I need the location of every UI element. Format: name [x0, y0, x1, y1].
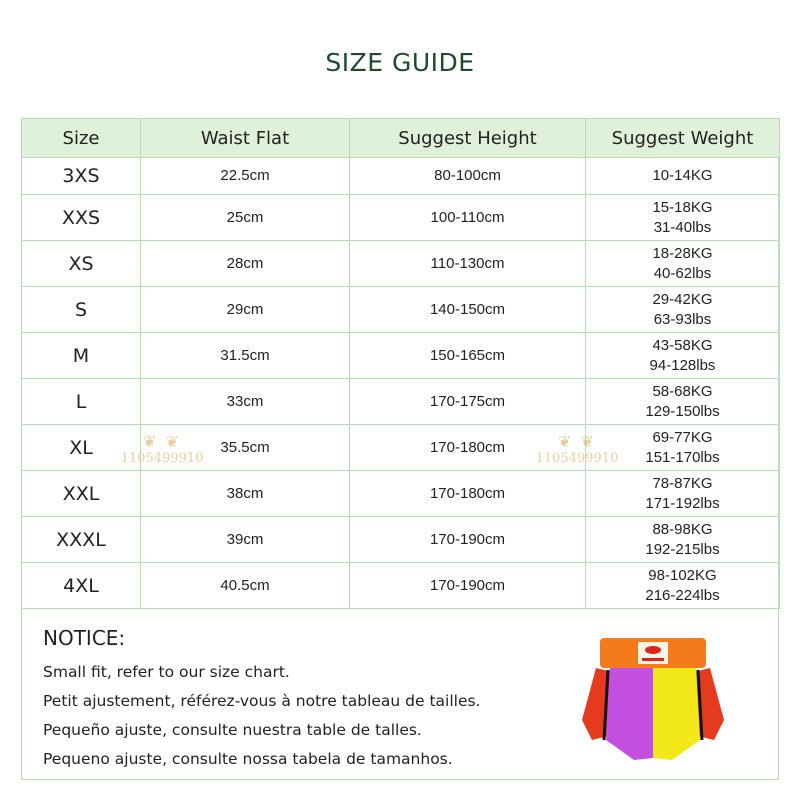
weight-lbs: 63-93lbs [653, 310, 712, 328]
weight-kg: 29-42KG [652, 290, 713, 308]
weight-kg: 43-58KG [652, 336, 713, 354]
header-suggest-height: Suggest Height [350, 119, 586, 158]
size-cell: 3XS [22, 158, 141, 195]
size-cell: XS [22, 241, 141, 287]
weight-lbs: 216-224lbs [645, 586, 720, 604]
table-row [22, 379, 780, 425]
header-size: Size [22, 119, 141, 158]
weight-kg: 88-98KG [652, 520, 713, 538]
size-table [21, 118, 780, 609]
weight-lbs: 94-128lbs [649, 356, 716, 374]
size-cell: M [22, 333, 141, 379]
size-cell: L [22, 379, 141, 425]
weight-kg: 10-14KG [652, 167, 713, 184]
header-suggest-weight: Suggest Weight [586, 119, 780, 158]
notice-title: NOTICE: [43, 626, 126, 650]
weight-kg: 15-18KG [652, 198, 713, 216]
table-row [22, 517, 780, 563]
weight-cell [586, 158, 780, 195]
waist-cell: 33cm [141, 379, 350, 425]
weight-lbs: 192-215lbs [645, 540, 720, 558]
size-cell: 4XL [22, 563, 141, 609]
weight-lbs: 151-170lbs [645, 448, 720, 466]
weight-cell [586, 471, 780, 517]
height-cell: 170-180cm [350, 425, 586, 471]
watermark-ornament: ❦ ❦ [143, 432, 181, 451]
weight-cell [586, 287, 780, 333]
height-cell: 100-110cm [350, 195, 586, 241]
waist-cell: 25cm [141, 195, 350, 241]
weight-lbs: 40-62lbs [653, 264, 712, 282]
weight-cell [586, 517, 780, 563]
size-cell: XL [22, 425, 141, 471]
size-cell: XXS [22, 195, 141, 241]
table-row [22, 241, 780, 287]
waist-cell: 22.5cm [141, 158, 350, 195]
weight-kg: 18-28KG [652, 244, 713, 262]
notice-line-english: Small fit, refer to our size chart. [43, 663, 290, 681]
waist-cell: 29cm [141, 287, 350, 333]
notice-section [43, 626, 481, 774]
weight-kg: 78-87KG [652, 474, 713, 492]
notice-line-portuguese: Pequeno ajuste, consulte nossa tabela de tamanhos. [43, 750, 453, 768]
size-cell: S [22, 287, 141, 333]
weight-cell [586, 333, 780, 379]
table-row [22, 287, 780, 333]
height-cell: 170-180cm [350, 471, 586, 517]
height-cell: 170-190cm [350, 563, 586, 609]
watermark-text: 1105499910 [120, 451, 204, 466]
muay-thai-shorts-image [578, 628, 728, 768]
weight-cell [586, 241, 780, 287]
weight-kg: 58-68KG [652, 382, 713, 400]
size-cell: XXL [22, 471, 141, 517]
watermark-text: 1105499910 [535, 451, 619, 466]
waist-cell: 31.5cm [141, 333, 350, 379]
weight-cell [586, 195, 780, 241]
notice-line-french: Petit ajustement, référez-vous à notre tableau de tailles. [43, 692, 481, 710]
waist-cell: 40.5cm [141, 563, 350, 609]
notice-line-spanish: Pequeño ajuste, consulte nuestra table de talles. [43, 721, 422, 739]
height-cell: 170-175cm [350, 379, 586, 425]
waist-cell: 28cm [141, 241, 350, 287]
table-row [22, 158, 780, 195]
height-cell: 80-100cm [350, 158, 586, 195]
weight-cell [586, 379, 780, 425]
weight-lbs: 31-40lbs [653, 218, 712, 236]
table-row [22, 563, 780, 609]
height-cell: 170-190cm [350, 517, 586, 563]
watermark-ornament: ❦ ❦ [558, 432, 596, 451]
watermark-left [102, 432, 222, 466]
table-header-row [22, 119, 780, 158]
height-cell: 150-165cm [350, 333, 586, 379]
weight-cell [586, 563, 780, 609]
watermark-right [517, 432, 637, 466]
size-cell: XXXL [22, 517, 141, 563]
table-row [22, 471, 780, 517]
weight-lbs: 171-192lbs [645, 494, 720, 512]
height-cell: 110-130cm [350, 241, 586, 287]
weight-kg: 69-77KG [652, 428, 713, 446]
waist-cell: 35.5cm [141, 425, 350, 471]
height-cell: 140-150cm [350, 287, 586, 333]
weight-lbs: 129-150lbs [645, 402, 720, 420]
table-row [22, 333, 780, 379]
table-row [22, 195, 780, 241]
waist-cell: 39cm [141, 517, 350, 563]
waist-cell: 38cm [141, 471, 350, 517]
weight-kg: 98-102KG [648, 566, 717, 584]
header-waist-flat: Waist Flat [141, 119, 350, 158]
page-title: SIZE GUIDE [325, 48, 475, 77]
